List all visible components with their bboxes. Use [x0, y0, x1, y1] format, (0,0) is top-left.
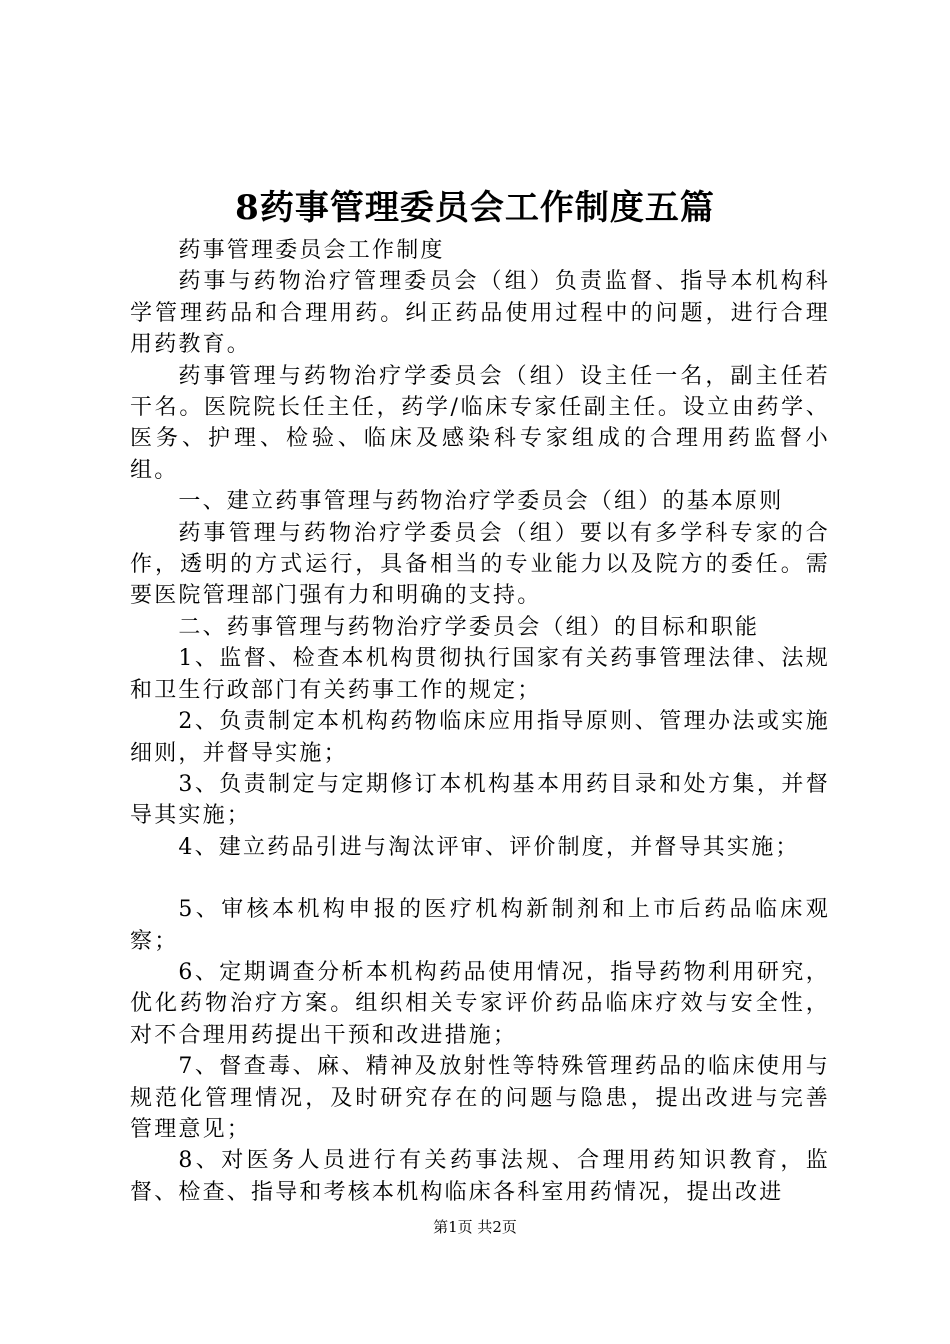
document-body — [130, 235, 830, 1208]
document-title: 8药事管理委员会工作制度五篇 — [235, 188, 715, 228]
body-paragraph: 药事管理与药物治疗学委员会（组）要以有多学科专家的合作，透明的方式运行，具备相当的专业能力以及院方的委任。需要医院管理部门强有力和明确的支持。 — [130, 520, 830, 609]
list-item: 4、建立药品引进与淘汰评审、评价制度，并督导其实施； — [178, 834, 800, 860]
list-item: 7、督查毒、麻、精神及放射性等特殊管理药品的临床使用与规范化管理情况，及时研究存在的问题与隐患，提出改进与完善管理意见； — [130, 1054, 830, 1142]
body-paragraph: 药事与药物治疗管理委员会（组）负责监督、指导本机构科学管理药品和合理用药。纠正药品使用过程中的问题，进行合理用药教育。 — [130, 269, 830, 358]
list-item: 5、审核本机构申报的医疗机构新制剂和上市后药品临床观察； — [130, 897, 830, 954]
page-number-footer: 第1页 共2页 — [433, 1218, 517, 1236]
list-item: 6、定期调查分析本机构药品使用情况，指导药物利用研究，优化药物治疗方案。组织相关专家评价药品临床疗效与安全性，对不合理用药提出干预和改进措施； — [130, 959, 830, 1048]
list-item: 8、对医务人员进行有关药事法规、合理用药知识教育，监督、检查、指导和考核本机构临床各科室用药情况，提出改进 — [130, 1148, 830, 1205]
section-heading: 一、建立药事管理与药物治疗学委员会（组）的基本原则 — [178, 489, 784, 515]
list-item: 2、负责制定本机构药物临床应用指导原则、管理办法或实施细则，并督导实施； — [130, 709, 830, 766]
section-heading: 药事管理委员会工作制度 — [178, 238, 445, 263]
section-heading: 二、药事管理与药物治疗学委员会（组）的目标和职能 — [178, 614, 760, 640]
list-item: 1、监督、检查本机构贯彻执行国家有关药事管理法律、法规和卫生行政部门有关药事工作的规定； — [130, 646, 830, 703]
list-item: 3、负责制定与定期修订本机构基本用药目录和处方集，并督导其实施； — [130, 771, 830, 829]
body-paragraph: 药事管理与药物治疗学委员会（组）设主任一名，副主任若干名。医院院长任主任，药学/临床专家任副主任。设立由药学、医务、护理、检验、临床及感染科专家组成的合理用药监督小组。 — [130, 363, 830, 483]
